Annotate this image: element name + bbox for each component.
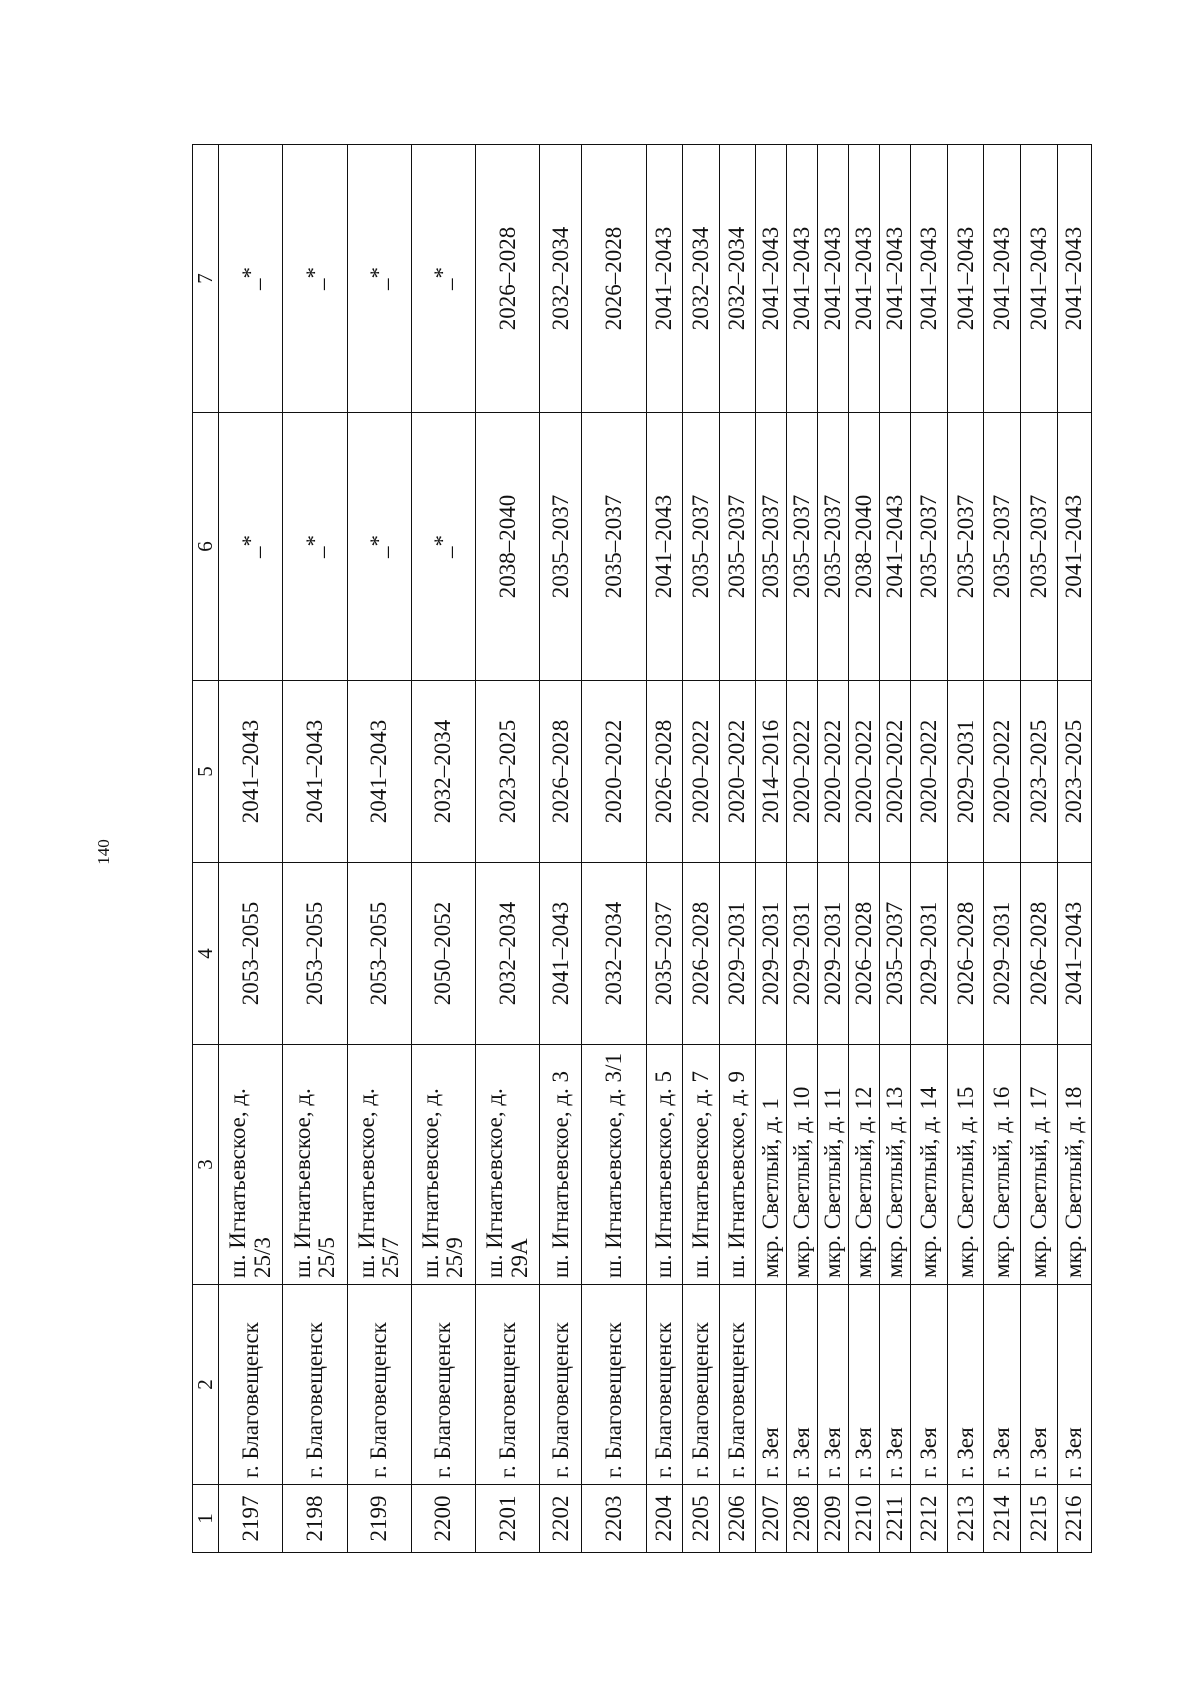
table-cell-col4: 2029–2031 — [756, 863, 787, 1045]
table-cell-col3: мкр. Светлый, д. 10 — [787, 1045, 818, 1285]
table-cell-col2: г. Зея — [818, 1285, 849, 1485]
table-cell-col4: 2050–2052 — [411, 863, 475, 1045]
table-cell-col7: 2041–2043 — [880, 145, 911, 413]
table-row — [411, 145, 475, 1553]
table-cell-col5: 2020–2022 — [582, 681, 646, 863]
table-cell-col7: 2032–2034 — [719, 145, 756, 413]
table-cell-col4: 2026–2028 — [1020, 863, 1057, 1045]
table-cell-col1: 2210 — [849, 1485, 880, 1553]
table-cell-col7: 2041–2043 — [1020, 145, 1057, 413]
table-cell-col4: 2035–2037 — [880, 863, 911, 1045]
table-cell-col4: 2041–2043 — [540, 863, 582, 1045]
table-cell-col5: 2020–2022 — [849, 681, 880, 863]
table-row — [683, 145, 720, 1553]
table-row — [1057, 145, 1092, 1553]
table-cell-col6: 2041–2043 — [646, 413, 683, 681]
table-cell-col5: 2041–2043 — [347, 681, 411, 863]
table-cell-col3: ш. Игнатьевское, д. 29А — [476, 1045, 540, 1285]
table-cell-col4: 2032–2034 — [582, 863, 646, 1045]
table-cell-col7: 2041–2043 — [984, 145, 1021, 413]
table-cell-col3: мкр. Светлый, д. 1 — [756, 1045, 787, 1285]
table-cell-col4: 2041–2043 — [1057, 863, 1092, 1045]
table-row — [818, 145, 849, 1553]
table-cell-col4: 2053–2055 — [219, 863, 283, 1045]
table-cell-col2: г. Зея — [849, 1285, 880, 1485]
table-cell-col1: 2212 — [911, 1485, 948, 1553]
table-row — [880, 145, 911, 1553]
table-cell-col4: 2026–2028 — [683, 863, 720, 1045]
table-cell-col3: ш. Игнатьевское, д. 3 — [540, 1045, 582, 1285]
table-cell-col7: 2041–2043 — [646, 145, 683, 413]
table-cell-col6: 2035–2037 — [947, 413, 984, 681]
table-cell-col7: _* — [347, 145, 411, 413]
header-row — [193, 145, 219, 1553]
table-row — [582, 145, 646, 1553]
column-header-2: 2 — [193, 1285, 219, 1485]
table-cell-col1: 2213 — [947, 1485, 984, 1553]
table-cell-col3: мкр. Светлый, д. 12 — [849, 1045, 880, 1285]
table-cell-col6: _* — [283, 413, 347, 681]
table-cell-col7: 2032–2034 — [683, 145, 720, 413]
table-row — [1020, 145, 1057, 1553]
table-cell-col1: 2204 — [646, 1485, 683, 1553]
table-cell-col4: 2053–2055 — [283, 863, 347, 1045]
table-cell-col3: ш. Игнатьевское, д. 7 — [683, 1045, 720, 1285]
table-cell-col6: 2035–2037 — [719, 413, 756, 681]
table-cell-col1: 2205 — [683, 1485, 720, 1553]
table-cell-col1: 2216 — [1057, 1485, 1092, 1553]
table-cell-col5: 2020–2022 — [880, 681, 911, 863]
table-cell-col7: _* — [219, 145, 283, 413]
table-cell-col3: мкр. Светлый, д. 18 — [1057, 1045, 1092, 1285]
table-cell-col7: 2041–2043 — [787, 145, 818, 413]
table-cell-col7: 2041–2043 — [947, 145, 984, 413]
table-cell-col2: г. Благовещенск — [582, 1285, 646, 1485]
table-cell-col1: 2211 — [880, 1485, 911, 1553]
table-cell-col5: 2020–2022 — [984, 681, 1021, 863]
table-cell-col2: г. Благовещенск — [411, 1285, 475, 1485]
table-cell-col1: 2202 — [540, 1485, 582, 1553]
table-cell-col7: _* — [411, 145, 475, 413]
table-cell-col3: мкр. Светлый, д. 17 — [1020, 1045, 1057, 1285]
table-cell-col6: 2041–2043 — [1057, 413, 1092, 681]
table-cell-col3: ш. Игнатьевское, д. 9 — [719, 1045, 756, 1285]
table-cell-col7: 2041–2043 — [818, 145, 849, 413]
table-cell-col2: г. Зея — [787, 1285, 818, 1485]
table-cell-col2: г. Зея — [756, 1285, 787, 1485]
table-cell-col7: 2026–2028 — [476, 145, 540, 413]
table-cell-col1: 2200 — [411, 1485, 475, 1553]
column-header-1: 1 — [193, 1485, 219, 1553]
table-cell-col1: 2199 — [347, 1485, 411, 1553]
table-cell-col5: 2026–2028 — [540, 681, 582, 863]
table-body — [219, 145, 1092, 1553]
table-cell-col2: г. Зея — [911, 1285, 948, 1485]
table-cell-col3: ш. Игнатьевское, д. 25/9 — [411, 1045, 475, 1285]
table-cell-col3: мкр. Светлый, д. 11 — [818, 1045, 849, 1285]
table-cell-col6: 2035–2037 — [984, 413, 1021, 681]
table-row — [283, 145, 347, 1553]
table-cell-col7: 2032–2034 — [540, 145, 582, 413]
table-cell-col6: _* — [219, 413, 283, 681]
table-row — [347, 145, 411, 1553]
table-cell-col5: 2041–2043 — [219, 681, 283, 863]
table-cell-col5: 2032–2034 — [411, 681, 475, 863]
column-header-6: 6 — [193, 413, 219, 681]
table-cell-col5: 2020–2022 — [683, 681, 720, 863]
table-cell-col5: 2023–2025 — [476, 681, 540, 863]
table-cell-col7: 2041–2043 — [849, 145, 880, 413]
table-cell-col2: г. Зея — [947, 1285, 984, 1485]
table-cell-col1: 2208 — [787, 1485, 818, 1553]
table-row — [719, 145, 756, 1553]
table-cell-col7: 2041–2043 — [756, 145, 787, 413]
table-row — [984, 145, 1021, 1553]
column-header-5: 5 — [193, 681, 219, 863]
page-number: 140 — [94, 839, 113, 865]
table-cell-col2: г. Зея — [1020, 1285, 1057, 1485]
table-cell-col5: 2020–2022 — [911, 681, 948, 863]
table-cell-col6: 2035–2037 — [911, 413, 948, 681]
table-cell-col4: 2026–2028 — [849, 863, 880, 1045]
table-cell-col2: г. Зея — [1057, 1285, 1092, 1485]
register-table — [192, 144, 1092, 1553]
table-cell-col3: ш. Игнатьевское, д. 25/5 — [283, 1045, 347, 1285]
table-cell-col6: 2035–2037 — [756, 413, 787, 681]
table-cell-col2: г. Благовещенск — [476, 1285, 540, 1485]
table-cell-col2: г. Зея — [984, 1285, 1021, 1485]
table-cell-col2: г. Благовещенск — [719, 1285, 756, 1485]
table-cell-col5: 2014–2016 — [756, 681, 787, 863]
table-cell-col5: 2026–2028 — [646, 681, 683, 863]
table-cell-col6: 2035–2037 — [540, 413, 582, 681]
table-cell-col3: ш. Игнатьевское, д. 25/3 — [219, 1045, 283, 1285]
table-cell-col5: 2020–2022 — [818, 681, 849, 863]
table-row — [540, 145, 582, 1553]
table-cell-col7: _* — [283, 145, 347, 413]
table-cell-col6: 2038–2040 — [476, 413, 540, 681]
table-row — [219, 145, 283, 1553]
table-row — [947, 145, 984, 1553]
table-cell-col6: 2038–2040 — [849, 413, 880, 681]
table-cell-col1: 2215 — [1020, 1485, 1057, 1553]
table-cell-col2: г. Благовещенск — [347, 1285, 411, 1485]
column-header-4: 4 — [193, 863, 219, 1045]
table-row — [756, 145, 787, 1553]
table-cell-col6: _* — [347, 413, 411, 681]
table-cell-col3: ш. Игнатьевское, д. 25/7 — [347, 1045, 411, 1285]
table-cell-col5: 2041–2043 — [283, 681, 347, 863]
table-cell-col6: _* — [411, 413, 475, 681]
table-cell-col3: мкр. Светлый, д. 15 — [947, 1045, 984, 1285]
table-cell-col2: г. Благовещенск — [283, 1285, 347, 1485]
table-cell-col3: мкр. Светлый, д. 14 — [911, 1045, 948, 1285]
table-cell-col2: г. Благовещенск — [646, 1285, 683, 1485]
table-cell-col4: 2029–2031 — [787, 863, 818, 1045]
table-cell-col6: 2035–2037 — [1020, 413, 1057, 681]
table-cell-col5: 2029–2031 — [947, 681, 984, 863]
table-cell-col6: 2035–2037 — [683, 413, 720, 681]
table-cell-col1: 2206 — [719, 1485, 756, 1553]
table-cell-col7: 2026–2028 — [582, 145, 646, 413]
table-cell-col6: 2035–2037 — [818, 413, 849, 681]
table-cell-col4: 2026–2028 — [947, 863, 984, 1045]
table-cell-col5: 2020–2022 — [787, 681, 818, 863]
table-cell-col4: 2029–2031 — [818, 863, 849, 1045]
table-cell-col4: 2035–2037 — [646, 863, 683, 1045]
table-cell-col1: 2197 — [219, 1485, 283, 1553]
table-row — [787, 145, 818, 1553]
table-cell-col4: 2029–2031 — [911, 863, 948, 1045]
table-cell-col2: г. Зея — [880, 1285, 911, 1485]
table-cell-col3: мкр. Светлый, д. 13 — [880, 1045, 911, 1285]
table-cell-col7: 2041–2043 — [1057, 145, 1092, 413]
column-header-7: 7 — [193, 145, 219, 413]
table-cell-col6: 2035–2037 — [582, 413, 646, 681]
table-cell-col4: 2032–2034 — [476, 863, 540, 1045]
table-cell-col7: 2041–2043 — [911, 145, 948, 413]
table-cell-col6: 2041–2043 — [880, 413, 911, 681]
table-cell-col4: 2029–2031 — [719, 863, 756, 1045]
table-cell-col3: ш. Игнатьевское, д. 3/1 — [582, 1045, 646, 1285]
table-cell-col3: ш. Игнатьевское, д. 5 — [646, 1045, 683, 1285]
table-cell-col4: 2053–2055 — [347, 863, 411, 1045]
table-cell-col5: 2023–2025 — [1057, 681, 1092, 863]
column-header-3: 3 — [193, 1045, 219, 1285]
table-cell-col1: 2214 — [984, 1485, 1021, 1553]
table-cell-col1: 2203 — [582, 1485, 646, 1553]
table-cell-col1: 2201 — [476, 1485, 540, 1553]
table-cell-col2: г. Благовещенск — [219, 1285, 283, 1485]
table-cell-col4: 2029–2031 — [984, 863, 1021, 1045]
table-cell-col1: 2198 — [283, 1485, 347, 1553]
table-cell-col1: 2209 — [818, 1485, 849, 1553]
table-row — [911, 145, 948, 1553]
table-cell-col6: 2035–2037 — [787, 413, 818, 681]
table-row — [646, 145, 683, 1553]
table-cell-col1: 2207 — [756, 1485, 787, 1553]
table-cell-col3: мкр. Светлый, д. 16 — [984, 1045, 1021, 1285]
table-cell-col2: г. Благовещенск — [683, 1285, 720, 1485]
table-cell-col5: 2023–2025 — [1020, 681, 1057, 863]
table-row — [849, 145, 880, 1553]
table-cell-col5: 2020–2022 — [719, 681, 756, 863]
register-table-container — [192, 145, 1092, 1553]
table-cell-col2: г. Благовещенск — [540, 1285, 582, 1485]
table-row — [476, 145, 540, 1553]
